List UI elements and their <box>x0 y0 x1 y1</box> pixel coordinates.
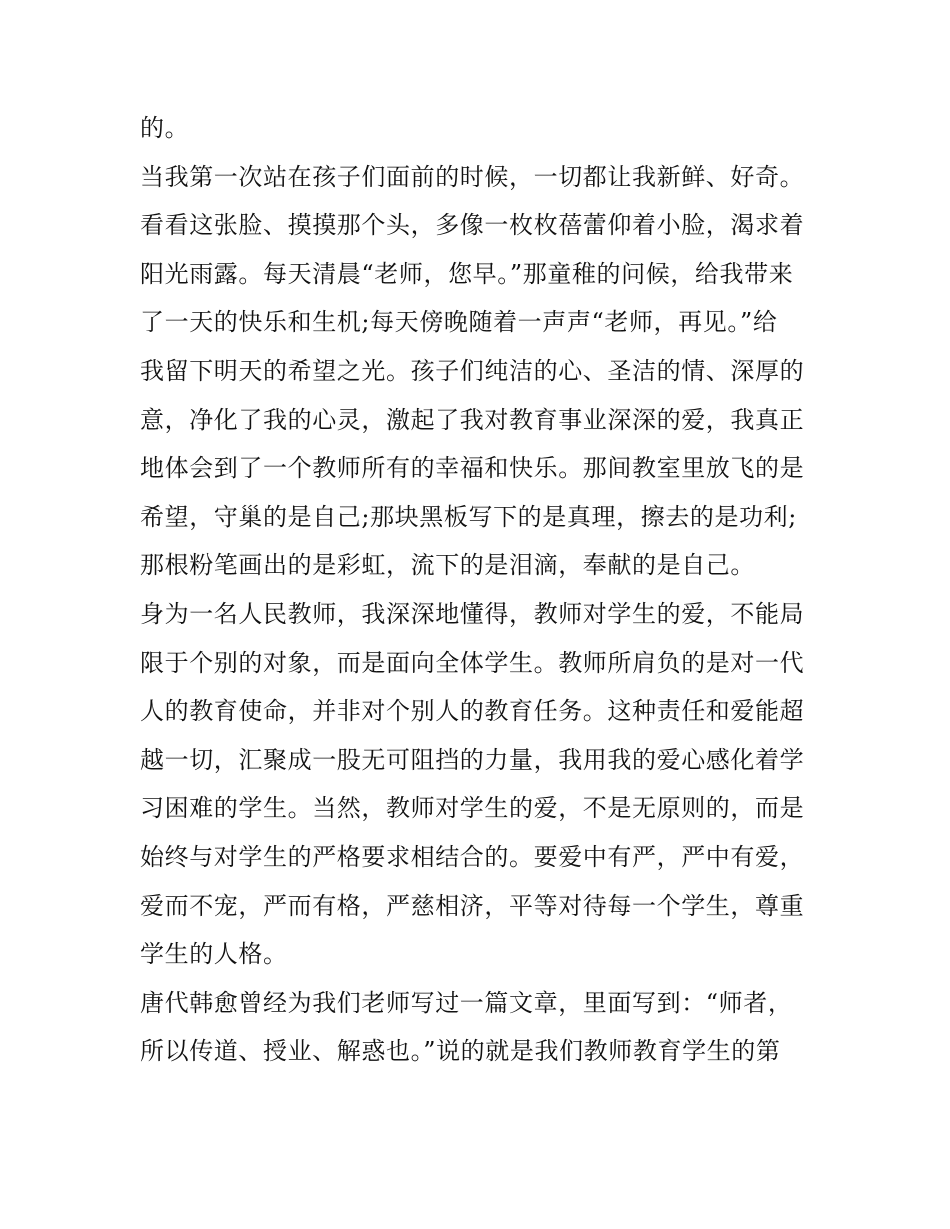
text-line: 人的教育使命，并非对个别人的教育任务。这种责任和爱能超 <box>140 697 805 726</box>
text-line: 身为一名人民教师，我深深地懂得，教师对学生的爱，不能局 <box>140 599 805 628</box>
text-line: 习困难的学生。当然，教师对学生的爱，不是无原则的，而是 <box>140 794 805 823</box>
text-line: 的。 <box>140 114 190 142</box>
text-line: 始终与对学生的严格要求相结合的。要爱中有严，严中有爱， <box>140 842 805 871</box>
text-line: 阳光雨露。每天清晨“老师，您早。”那童稚的问候，给我带来 <box>140 259 794 288</box>
text-line: 学生的人格。 <box>140 940 288 969</box>
body-text <box>140 104 820 1076</box>
text-line: 限于个别的对象，而是面向全体学生。教师所肩负的是对一代 <box>140 648 805 677</box>
text-line: 所以传道、授业、解惑也。”说的就是我们教师教育学生的第 <box>140 1037 781 1066</box>
text-line: 唐代韩愈曾经为我们老师写过一篇文章，里面写到：“师者， <box>140 988 793 1017</box>
text-line: 爱而不宠，严而有格，严慈相济，平等对待每一个学生，尊重 <box>140 891 805 920</box>
text-line: 当我第一次站在孩子们面前的时候，一切都让我新鲜、好奇。 <box>140 162 805 191</box>
text-line: 看看这张脸、摸摸那个头，多像一枚枚蓓蕾仰着小脸，渴求着 <box>140 211 805 240</box>
text-line: 那根粉笔画出的是彩虹，流下的是泪滴，奉献的是自己。 <box>140 551 755 580</box>
text-line: 意，净化了我的心灵，激起了我对教育事业深深的爱，我真正 <box>140 405 805 434</box>
text-line: 了一天的快乐和生机;每天傍晚随着一声声“老师，再见。”给 <box>140 308 778 337</box>
text-line: 希望，守巢的是自己;那块黑板写下的是真理，擦去的是功利; <box>140 502 797 531</box>
text-line: 地体会到了一个教师所有的幸福和快乐。那间教室里放飞的是 <box>140 454 805 483</box>
text-line: 越一切，汇聚成一股无可阻挡的力量，我用我的爱心感化着学 <box>140 745 805 774</box>
text-line: 我留下明天的希望之光。孩子们纯洁的心、圣洁的情、深厚的 <box>140 356 805 385</box>
